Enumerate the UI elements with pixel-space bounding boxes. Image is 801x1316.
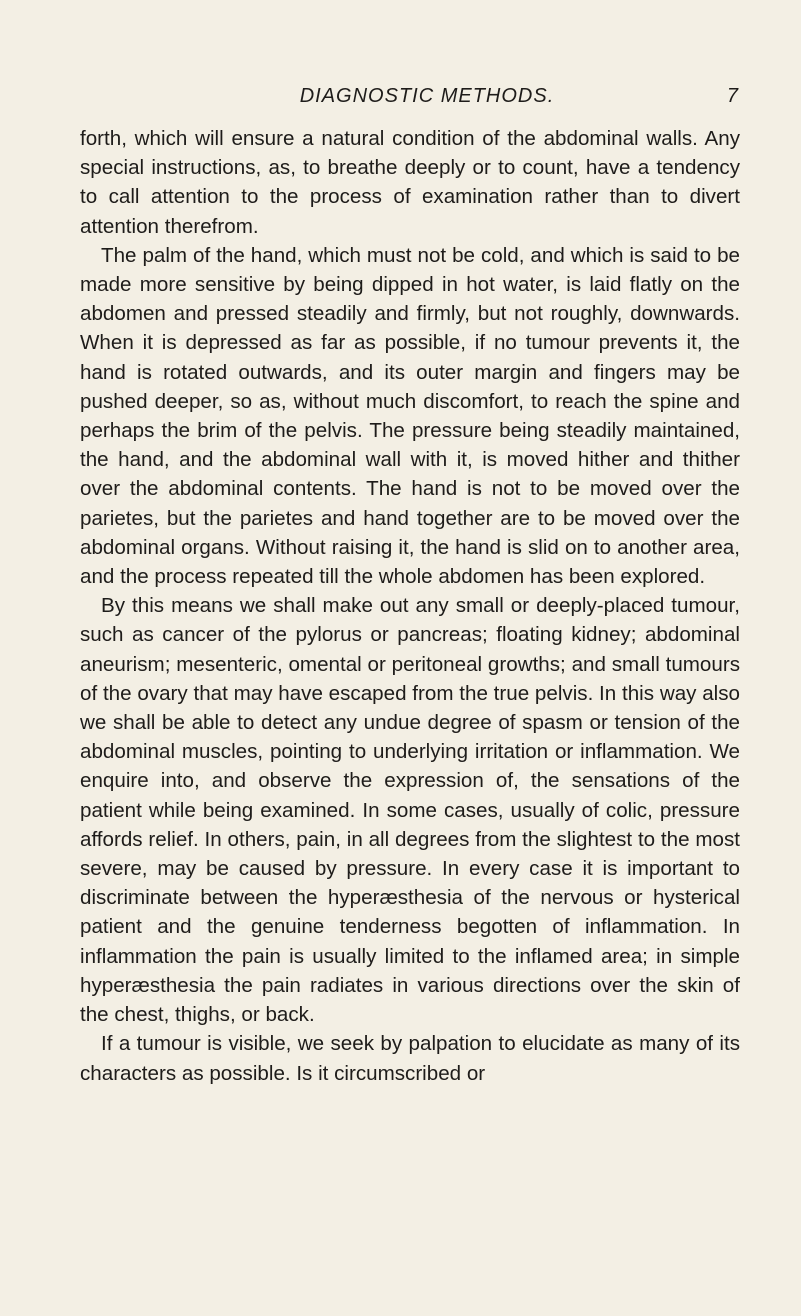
- paragraph-findings: By this means we shall make out any small or deeply-placed tumour, such as cancer of the pylorus or pancreas; floating kidney; abdominal aneurism; mesenteric, omental or peritoneal growths; and small tumours of the ovary that may have escaped from the true pelvis. In this way also we shall be able to detect any undue degree of spasm or tension of the abdominal muscles, pointing to underlying irritation or inflammation. We enquire into, and observe the expression of, the sensations of the patient while being examined. In some cases, usually of colic, pressure affords relief. In others, pain, in all degrees from the slightest to the most severe, may be caused by pressure. In every case it is important to discriminate between the hyperæsthesia of the nervous or hysterical patient and the genuine tenderness begotten of inflammation. In inflammation the pain is usually limited to the inflamed area; in simple hyperæsthesia the pain radiates in various directions over the skin of the chest, thighs, or back.: [80, 594, 740, 1027]
- paragraph-visible-tumour: If a tumour is visible, we seek by palpation to elucidate as many of its characters as possible. Is it circumscribed or: [80, 1032, 740, 1085]
- page-number: 7: [726, 85, 738, 107]
- running-title: DIAGNOSTIC METHODS.: [299, 85, 555, 107]
- paragraph-continued: forth, which will ensure a natural condition of the abdominal walls. Any special instructions, as, to breathe deeply or to count, have a tendency to call attention to the process of examination rather than to divert attention therefrom.: [80, 127, 740, 238]
- paragraph-palpation-technique: The palm of the hand, which must not be cold, and which is said to be made more sensitive by being dipped in hot water, is laid flatly on the abdomen and pressed steadily and firmly, but not roughly, downwards. When it is depressed as far as possible, if no tumour prevents it, the hand is rotated outwards, and its outer margin and fingers may be pushed deeper, so as, without much discomfort, to reach the spine and perhaps the brim of the pelvis. The pressure being steadily maintained, the hand, and the abdominal wall with it, is moved hither and thither over the abdominal contents. The hand is not to be moved over the parietes, but the parietes and hand together are to be moved over the abdominal organs. Without raising it, the hand is slid on to another area, and the process repeated till the whole abdomen has been explored.: [80, 243, 740, 589]
- running-head: [116, 82, 738, 110]
- body-text: [80, 124, 740, 1088]
